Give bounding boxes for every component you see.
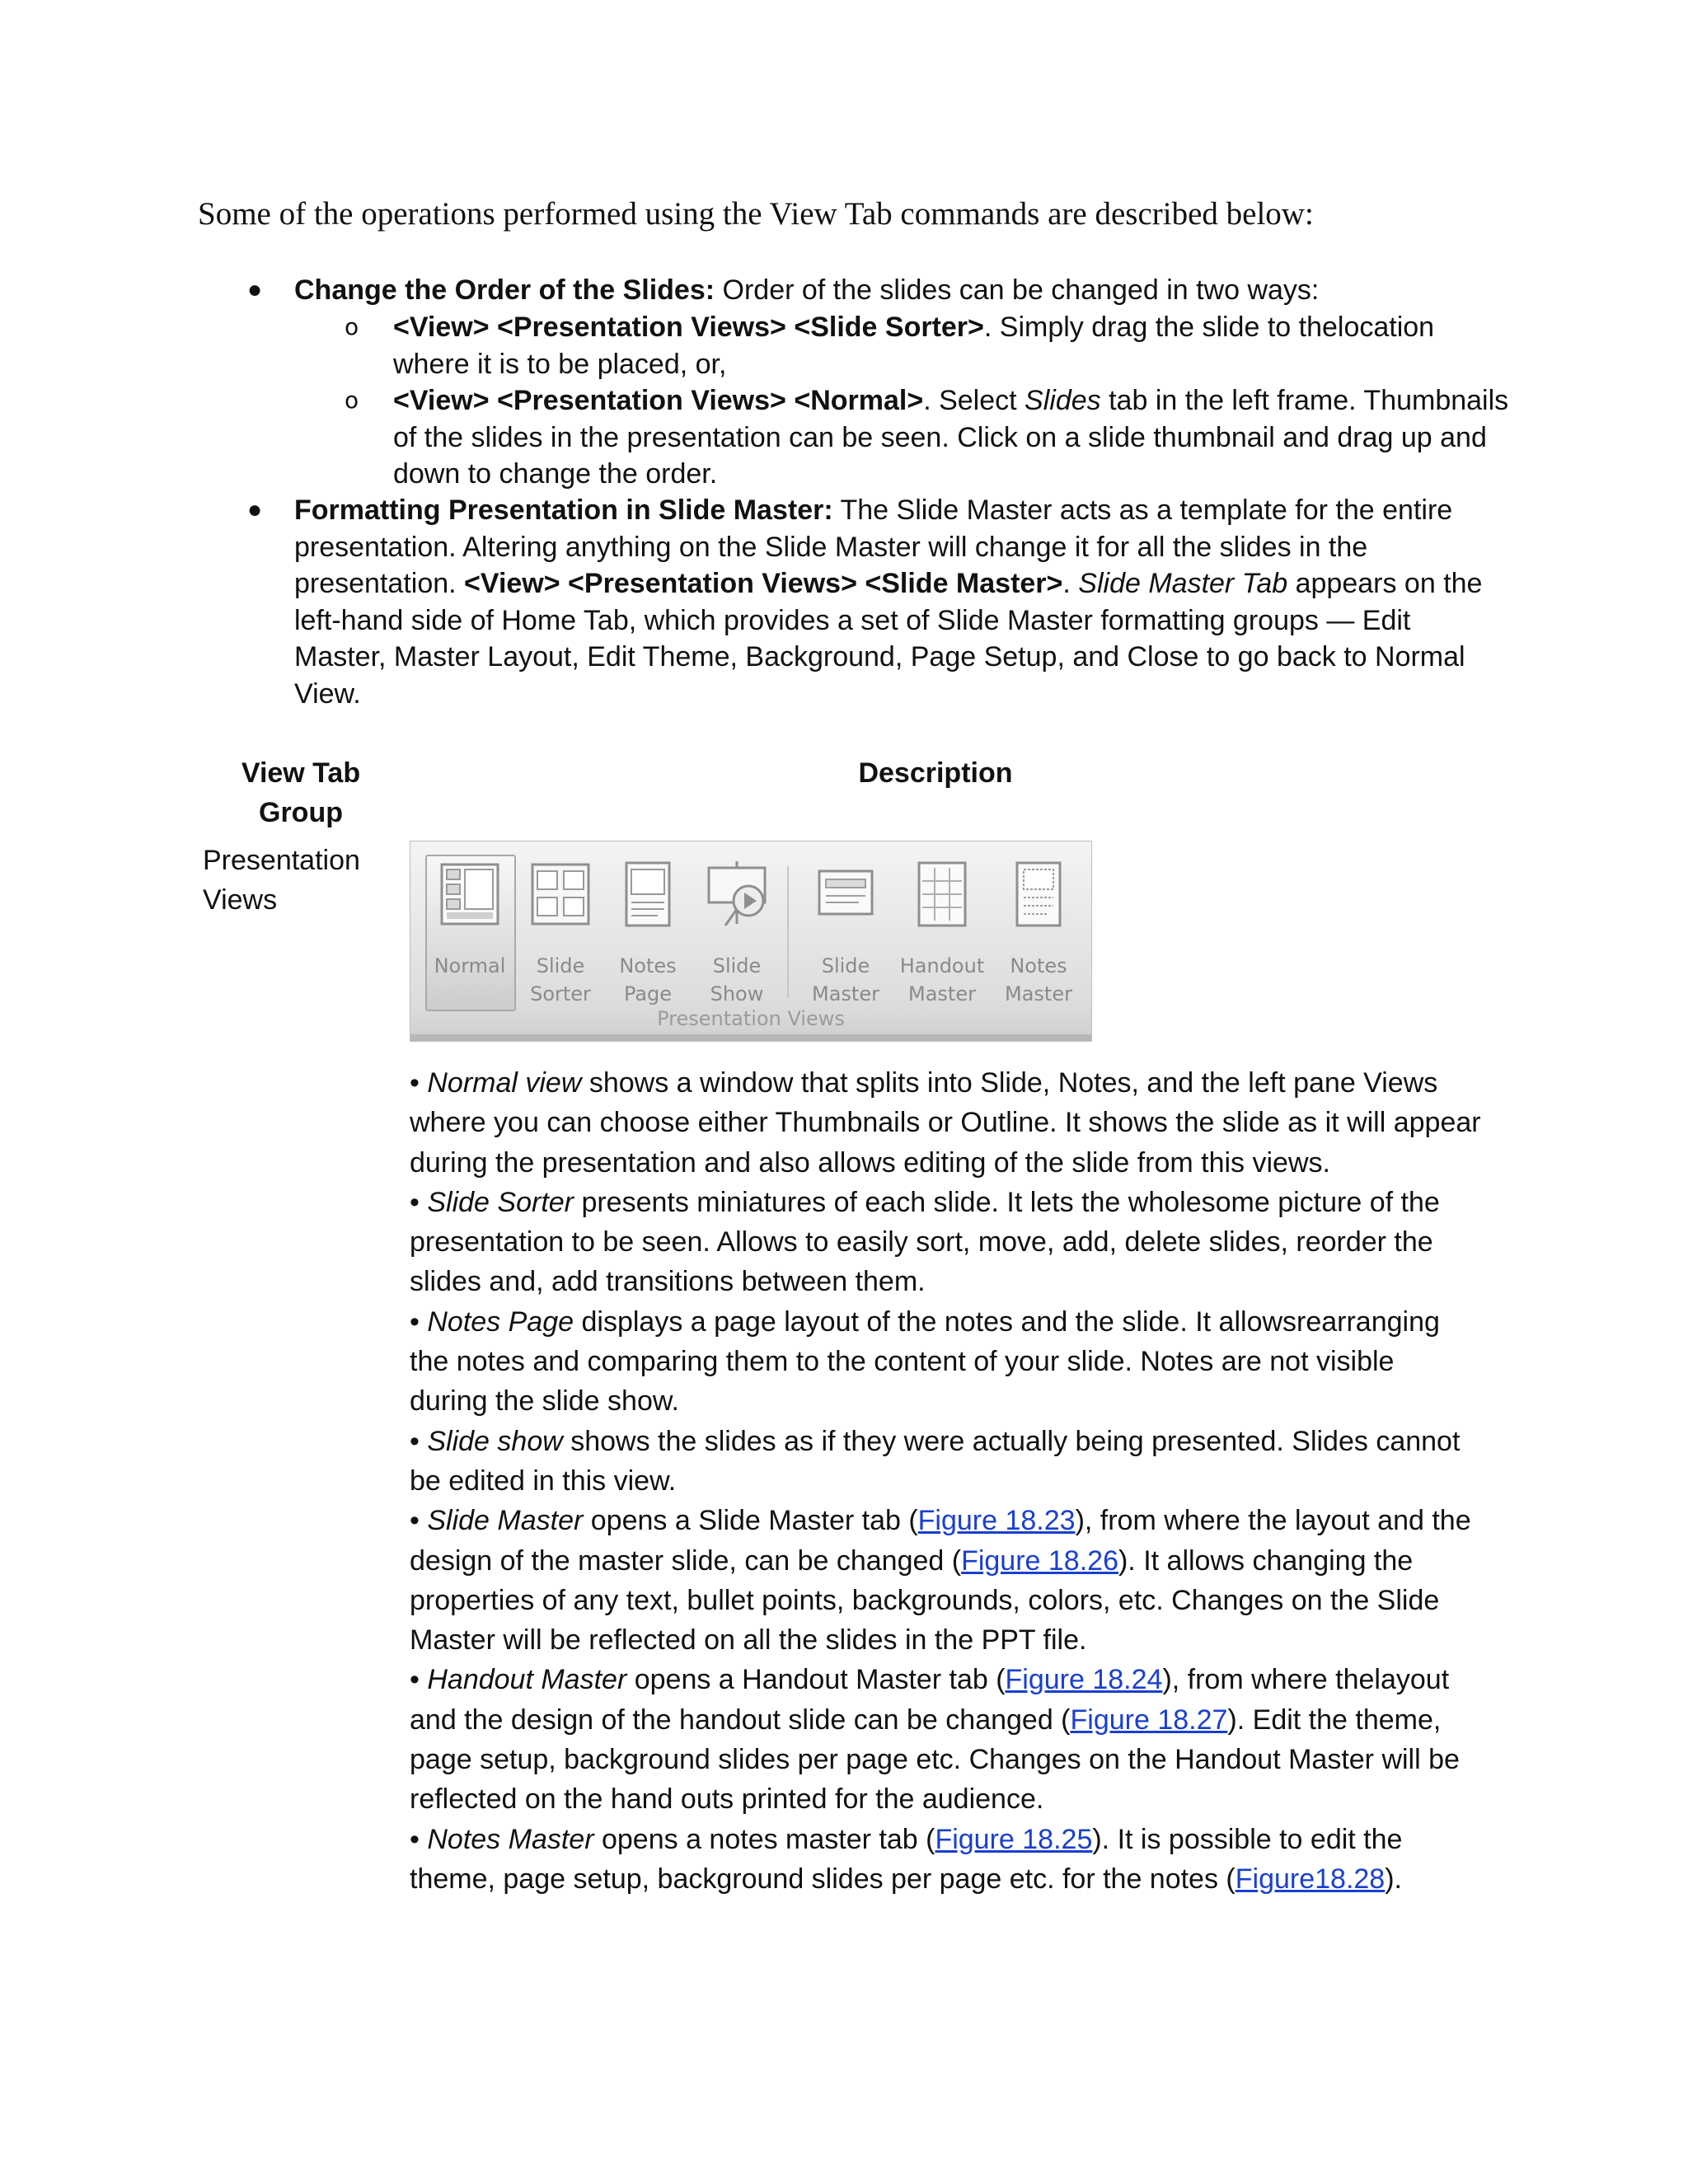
table-header-group: View Tab Group xyxy=(241,757,361,828)
notes-page-icon xyxy=(615,860,681,929)
desc-notes-master-line: • Notes Master opens a notes master tab (Figure 18.25). It is possible to edit the xyxy=(410,1823,1403,1855)
slide-master-icon xyxy=(813,860,879,929)
presentation-views-ribbon xyxy=(410,841,1092,1042)
desc-normal-line: • Normal view shows a window that splits into Slide, Notes, and the left pane Views xyxy=(410,1067,1438,1099)
figure-link[interactable]: Figure 18.26 xyxy=(961,1544,1118,1577)
bullet-change-order: Change the Order of the Slides: Order of the slides can be changed in two ways: xyxy=(294,274,1320,306)
sub-bullet-normal: <View> <Presentation Views> <Normal>. Select Slides tab in the left frame. Thumbnails of the slides in the presentation can be seen. Click on a slide thumbnail and drag up and down to change the order. xyxy=(393,385,1509,490)
handout-master-icon xyxy=(909,860,975,929)
normal-view-icon xyxy=(437,860,503,929)
slide-show-icon xyxy=(704,860,770,929)
description-text: • Normal view shows a window that splits into Slide, Notes, and the left pane Views where you can choose either Thumbnails or Outline. It shows the slide as it will appear during the presentation and also allows editing of the slide from this views. • Slide Sorter presents miniatures of each slide. It lets the wholesome picture of the presentation to be seen. Allows to easily sort, move, add, delete slides, reorder the slides and, add transitions between them. • Notes Page displays a page layout of the notes and the slide. It allowsrearranging the notes and comparing them to the content of your slide. Notes are not visible during the slide show. • Slide show shows the slides as if they were actually being presented. Slides cannot be edited in this view. • Slide Master opens a Slide Master tab (Figure 18.23), from where the layout and the design of the master slide, can be changed (Figure 18.26). It allows changing the properties of any text, bullet points, backgrounds, colors, etc. Changes on the Slide Master will be reflected on all the slides in the PPT file. • Handout Master opens a Handout Master tab (Figure 18.24), from where thelayout and the design of the handout slide can be changed (Figure 18.27). Edit the theme, page setup, background slides per page etc. Changes on the Handout Master will be reflected on the hand outs printed for the audience. • Notes Master opens a notes master tab (Figure 18.25). It is possible to edit the theme, page setup, background slides per page etc. for the notes (Figure18.28). xyxy=(410,1063,1481,1899)
slide-sorter-icon xyxy=(528,860,593,929)
desc-notes-page-line: • Notes Page displays a page layout of the notes and the slide. It allowsrearranging xyxy=(410,1305,1440,1338)
figure-link[interactable]: Figure 18.27 xyxy=(1070,1704,1228,1736)
desc-slide-master-line: • Slide Master opens a Slide Master tab (Figure 18.23), from where the layout and the xyxy=(410,1505,1471,1537)
bullet-slide-master: Formatting Presentation in Slide Master: The Slide Master acts as a template for the entire presentation. Altering anything on the Slide Master will change it for all the slides in the presentation. <View> <Presentation Views> <Slide Master>. Slide Master Tab appears on the left-hand side of Home Tab, which provides a set of Slide Master formatting groups — Edit Master, Master Layout, Edit Theme, Background, Page Setup, and Close to go back to Normal View. xyxy=(294,494,1483,710)
normal-view-button[interactable]: Normal xyxy=(427,860,513,1008)
figure-link[interactable]: Figure 18.25 xyxy=(935,1823,1093,1855)
slide-sorter-button[interactable]: Slide Sorter xyxy=(518,860,603,1008)
slide-master-button[interactable]: Slide Master xyxy=(803,860,889,1008)
sub-bullet-marker: o xyxy=(345,387,359,414)
desc-sorter-line: • Slide Sorter presents miniatures of each slide. It lets the wholesome picture of the xyxy=(410,1186,1440,1218)
notes-master-button[interactable]: Notes Master xyxy=(996,860,1081,1008)
sub-bullet-marker: o xyxy=(345,313,359,340)
desc-handout-master-line: • Handout Master opens a Handout Master tab (Figure 18.24), from where thelayout xyxy=(410,1664,1450,1696)
bullet-marker: ● xyxy=(247,276,263,303)
ribbon-separator xyxy=(787,866,789,998)
desc-slide-show-line: • Slide show shows the slides as if they were actually being presented. Slides cannot xyxy=(410,1425,1461,1457)
table-header-description: Description xyxy=(858,757,1013,789)
row-label-presentation-views: Presentation Views xyxy=(203,845,360,916)
bullet-marker: ● xyxy=(247,496,263,523)
handout-master-button[interactable]: Handout Master xyxy=(897,860,987,1008)
intro-text: Some of the operations performed using the View Tab commands are described below: xyxy=(198,196,1314,232)
sub-bullet-slide-sorter: <View> <Presentation Views> <Slide Sorter>. Simply drag the slide to thelocation where it is to be placed, or, xyxy=(393,312,1435,380)
notes-master-icon xyxy=(1006,860,1071,929)
figure-link[interactable]: Figure 18.24 xyxy=(1005,1664,1163,1696)
slide-show-button[interactable]: Slide Show xyxy=(694,860,780,1008)
ribbon-group-label: Presentation Views xyxy=(657,1007,845,1030)
bullet-title: Change the Order of the Slides: xyxy=(294,274,715,306)
notes-page-button[interactable]: Notes Page xyxy=(605,860,691,1008)
figure-link[interactable]: Figure18.28 xyxy=(1235,1863,1386,1895)
ribbon-bottom-edge xyxy=(410,1034,1091,1041)
figure-link[interactable]: Figure 18.23 xyxy=(917,1505,1076,1537)
